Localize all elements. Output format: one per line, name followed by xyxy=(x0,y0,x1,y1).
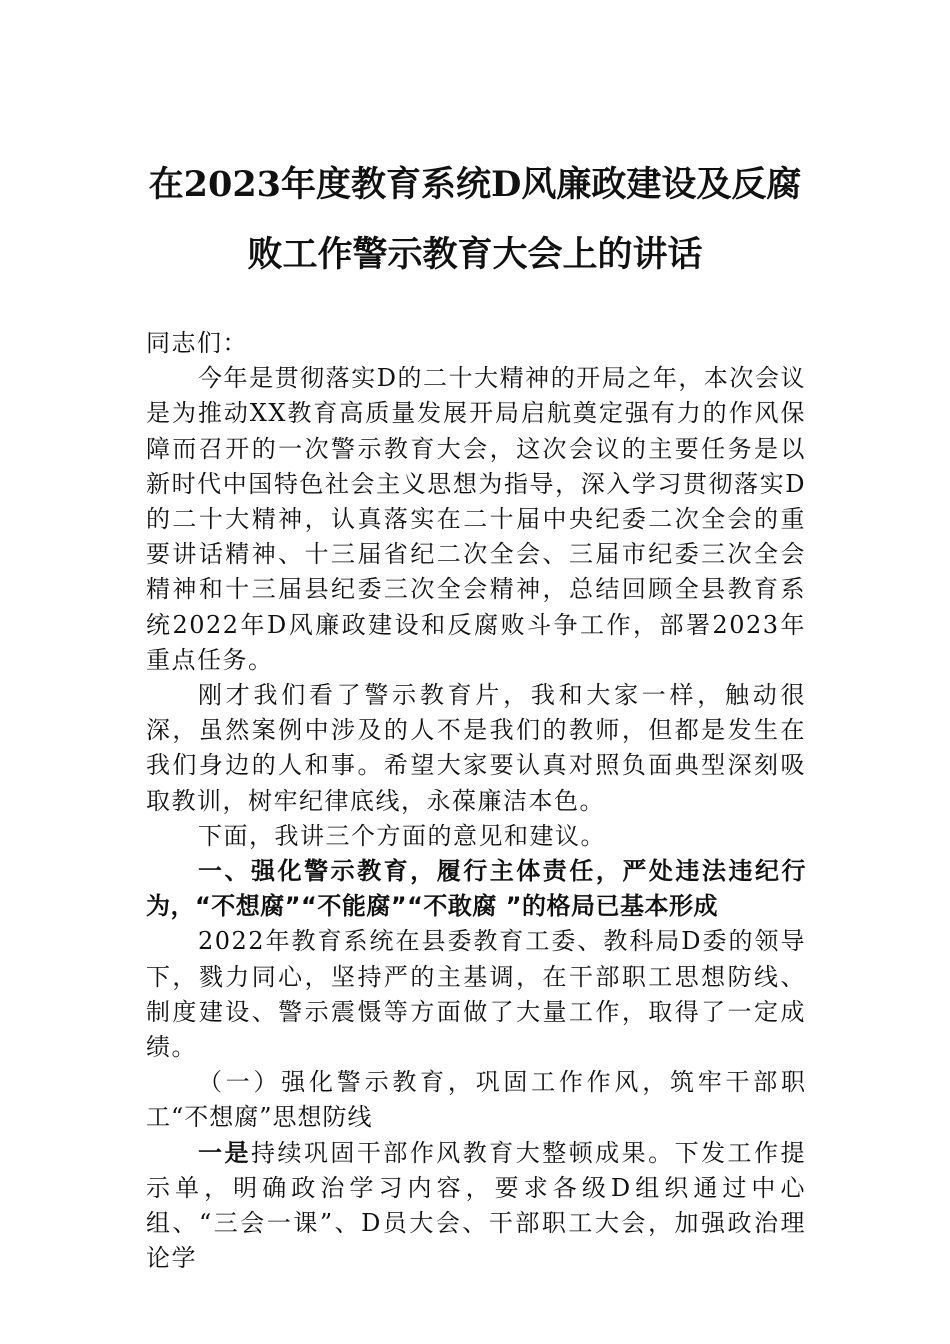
paragraph-3: 下面，我讲三个方面的意见和建议。 xyxy=(198,821,606,850)
paragraph-2: 刚才我们看了警示教育片，我和大家一样，触动很深，虽然案例中涉及的人不是我们的教师，但都是发生在我们身边的人和事。希望大家要认真对照负面典型深刻吸取教训，树牢纪律底线，永葆廉洁本色。 xyxy=(146,681,806,815)
paragraph-4: 2022年教育系统在县委教育工委、教科局D委的领导下，戮力同心，坚持严的主基调，在干部职工思想防线、制度建设、警示震慑等方面做了大量工作，取得了一定成绩。 xyxy=(146,927,806,1062)
document-body xyxy=(146,326,806,1276)
section-heading-1: 一、强化警示教育，履行主体责任，严处违法违纪行为，“不想腐”“不能腐”“不敢腐 ”的格局已基本形成 xyxy=(146,857,806,921)
subsection-heading-1: （一）强化警示教育，巩固工作作风，筑牢干部职工“不想腐”思想防线 xyxy=(146,1068,806,1132)
paragraph-5-lead: 一是 xyxy=(198,1138,251,1167)
paragraph-5 xyxy=(146,1136,806,1277)
paragraph-1: 今年是贯彻落实D的二十大精神的开局之年，本次会议是为推动XX教育高质量发展开局启航奠定强有力的作风保障而召开的一次警示教育大会，这次会议的主要任务是以新时代中国特色社会主义思想为指导，深入学习贯彻落实D的二十大精神，认真落实在二十届中央纪委二次全会的重要讲话精神、十三届省纪二次全会、三届市纪委三次全会精神和十三届县纪委三次全会精神，总结回顾全县教育系统2022年D风廉政建设和反腐败斗争工作，部署2023年重点任务。 xyxy=(146,364,806,674)
paragraph-5-text: 持续巩固干部作风教育大整顿成果。下发工作提示单，明确政治学习内容，要求各级D组织通过中心组、“三会一课”、D员大会、干部职工大会，加强政治理论学 xyxy=(146,1138,807,1273)
salutation: 同志们： xyxy=(146,329,248,357)
document-title-line2: 败工作警示教育大会上的讲话 xyxy=(247,234,703,275)
document-title-line1: 在2023年度教育系统D风廉政建设及反腐 xyxy=(148,164,802,205)
